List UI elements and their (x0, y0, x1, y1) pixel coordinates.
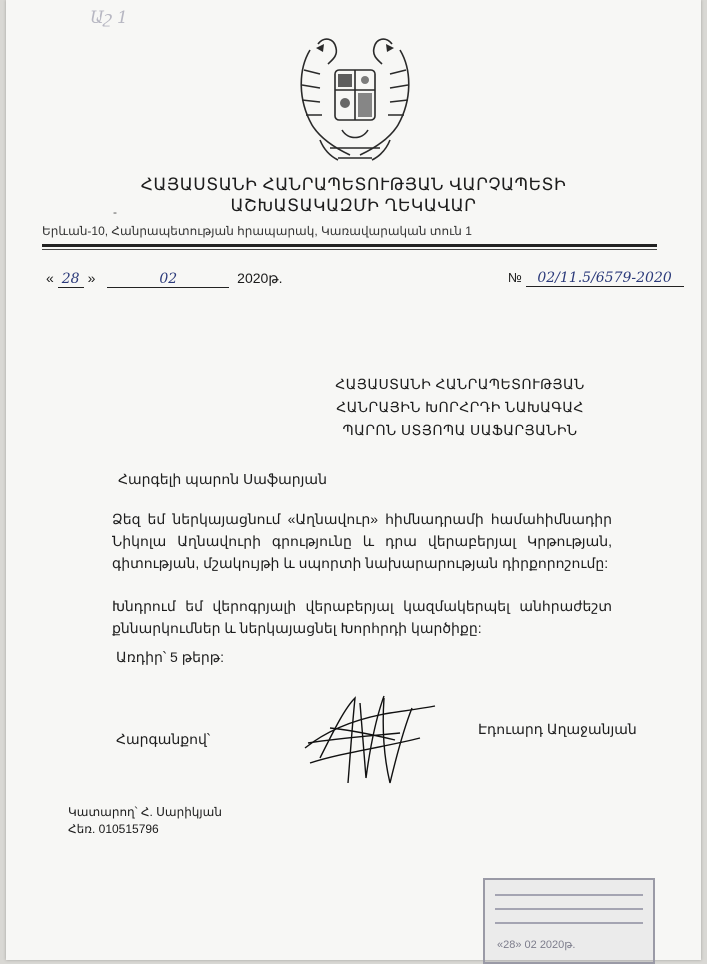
date-year: 2020թ. (237, 270, 283, 286)
salutation: Հարգելի պարոն Սաֆարյան (118, 471, 327, 487)
header-rule-thin (42, 249, 657, 250)
doc-number-label: № (508, 270, 522, 285)
stamp-line (495, 894, 643, 896)
header-dash: - (113, 205, 117, 219)
stamp-date: «28» 02 2020թ. (497, 939, 576, 951)
executor-phone: Հեռ. 010515796 (68, 822, 159, 836)
signer-name: Էդուարդ Աղաջանյան (478, 721, 637, 737)
letter-date (46, 270, 283, 288)
signature-icon (300, 688, 440, 788)
header-rule (42, 244, 657, 247)
stamp-line (495, 908, 643, 910)
doc-number-value: 02/11.5/6579-2020 (526, 270, 684, 287)
body-paragraph-1: Ձեզ եմ ներկայացնում «Աղնավուր» հիմնադրամի համահիմնադիր Նիկոլա Աղնավուրի գրությունը և դրա վերաբերյալ Կրթության, գիտության, մշակույթի և սպորտի նախարարության դիրքորոշումը: (112, 511, 612, 571)
recipient-line-3: ՊԱՐՈՆ ՍՏՅՈՊԱ ՍԱՖԱՐՅԱՆԻՆ (342, 422, 578, 438)
date-open-quote: « (46, 270, 54, 286)
handwritten-margin-note: Աշ 1 (90, 8, 128, 28)
executor-name: Կատարող՝ Հ. Սարիկյան (68, 805, 222, 819)
header-line-1: ՀԱՅԱՍՏԱՆԻ ՀԱՆՐԱՊԵՏՈՒԹՅԱՆ ՎԱՐՉԱՊԵՏԻ (140, 175, 567, 194)
date-day: 28 (58, 271, 84, 288)
document-number (508, 270, 684, 287)
attachment-note: Առդիր՝ 5 թերթ: (116, 649, 225, 665)
recipient-line-1: ՀԱՅԱՍՏԱՆԻ ՀԱՆՐԱՊԵՏՈՒԹՅԱՆ (335, 376, 585, 392)
registration-stamp (483, 878, 655, 964)
stamp-line (495, 922, 643, 924)
date-close-quote: » (87, 270, 96, 286)
recipient-line-2: ՀԱՆՐԱՅԻՆ ԽՈՐՀՐԴԻ ՆԱԽԱԳԱՀ (336, 399, 584, 415)
closing-phrase: Հարգանքով՝ (116, 731, 211, 747)
coat-of-arms-icon (290, 30, 420, 170)
date-month: 02 (107, 271, 229, 288)
body-paragraph-2: Խնդրում եմ վերոգրյալի վերաբերյալ կազմակերպել անհրաժեշտ քննարկումներ և ներկայացնել Խորհրդի կարծիքը: (112, 598, 612, 636)
header-address: Երևան-10, Հանրապետության հրապարակ, Կառավարական տուն 1 (42, 224, 472, 238)
header-line-2: ԱՇԽԱՏԱԿԱԶՄԻ ՂԵԿԱՎԱՐ (230, 196, 477, 215)
